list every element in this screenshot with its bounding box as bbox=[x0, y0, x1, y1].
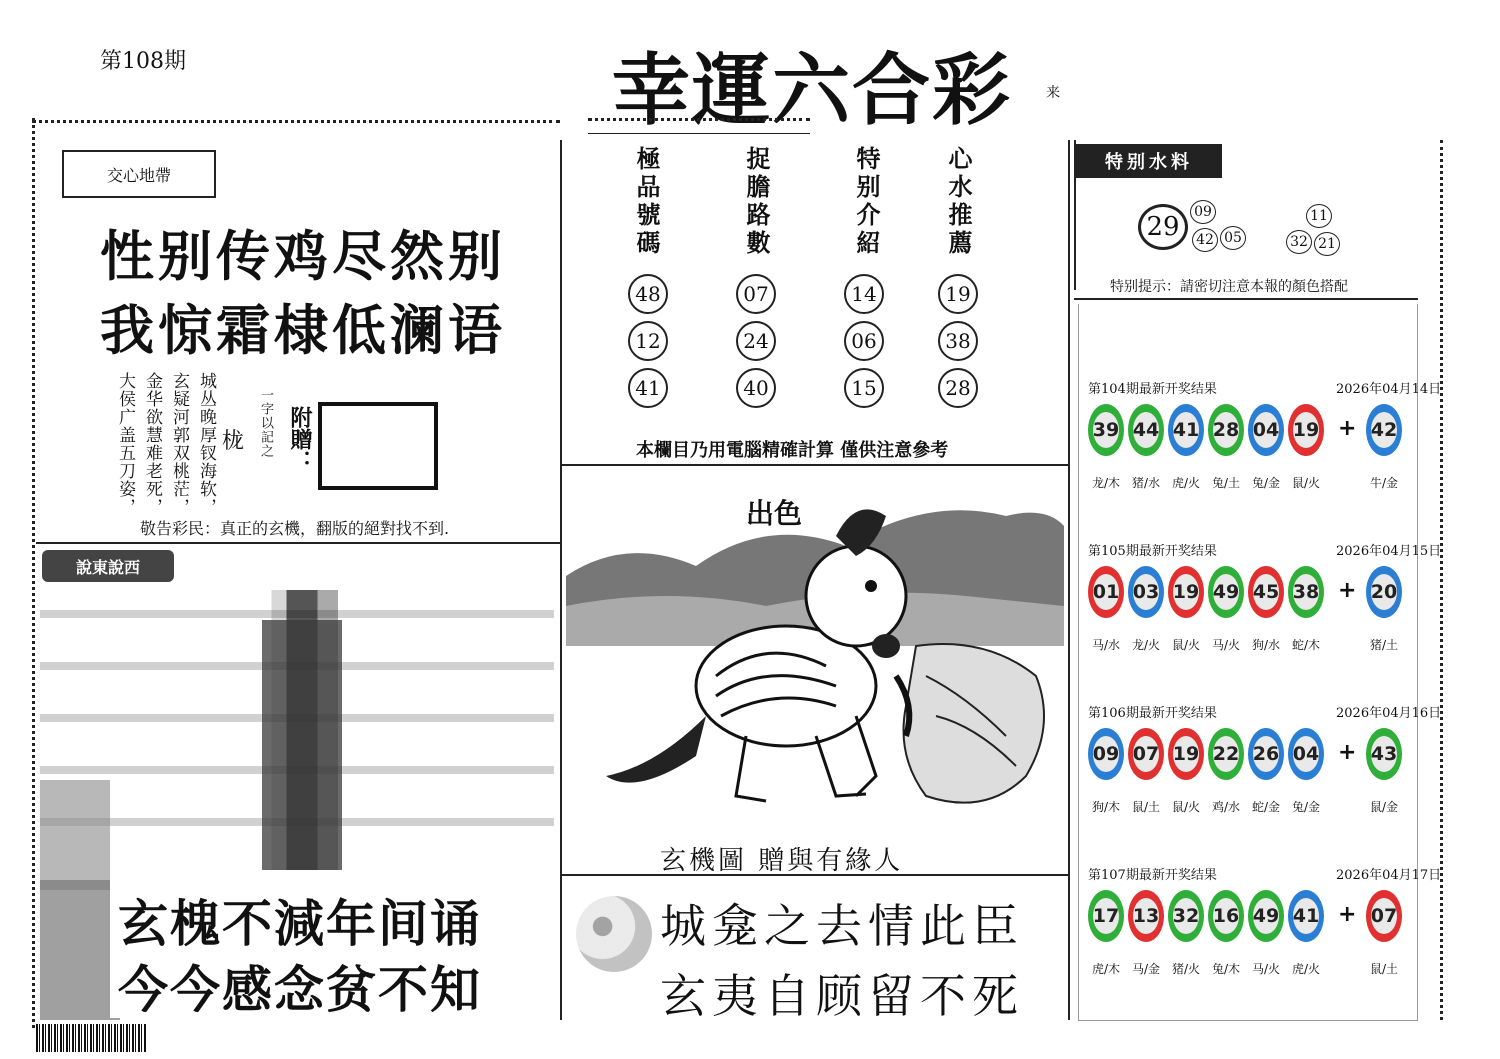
ball-zodiac: 龙/木 bbox=[1091, 476, 1121, 490]
lottery-ball bbox=[1088, 566, 1124, 618]
num-xinshui-2: 38 bbox=[938, 321, 978, 361]
special-small-2: 42 bbox=[1192, 228, 1218, 252]
page-title: 幸運六合彩 bbox=[612, 45, 1013, 136]
picture-caption: 玄機圖 贈與有緣人 bbox=[660, 846, 904, 876]
lottery-ball bbox=[1088, 728, 1124, 780]
ball-zodiac: 牛/金 bbox=[1369, 476, 1399, 490]
lottery-ball bbox=[1128, 728, 1164, 780]
result-title: 第104期最新开奖结果 bbox=[1088, 382, 1217, 397]
section-tag-tebie: 特别水料 bbox=[1076, 144, 1222, 178]
num-xinshui-1: 19 bbox=[938, 274, 978, 314]
picture-sign: 出色 bbox=[746, 497, 803, 530]
num-zhuodan-3: 40 bbox=[736, 368, 776, 408]
lottery-ball bbox=[1288, 890, 1324, 942]
top-border-left bbox=[32, 120, 560, 123]
ball-number: 44 bbox=[1133, 412, 1159, 448]
ball-number: 49 bbox=[1213, 574, 1239, 610]
title-underline-ornament bbox=[588, 118, 810, 134]
computer-note: 本欄目乃用電腦精確計算 僅供注意參考 bbox=[636, 440, 949, 461]
num-jipin-1: 48 bbox=[628, 274, 668, 314]
lottery-ball bbox=[1208, 728, 1244, 780]
ball-number: 42 bbox=[1371, 412, 1397, 448]
lottery-ball bbox=[1288, 728, 1324, 780]
result-date: 2026年04月17日 bbox=[1336, 868, 1442, 883]
ball-zodiac: 鼠/金 bbox=[1369, 800, 1399, 814]
ball-zodiac: 马/水 bbox=[1091, 638, 1121, 652]
right-top-rule bbox=[1074, 298, 1418, 300]
lottery-ball bbox=[1168, 404, 1204, 456]
ball-zodiac: 蛇/木 bbox=[1291, 638, 1321, 652]
ball-zodiac: 兔/金 bbox=[1251, 476, 1281, 490]
result-date: 2026年04月15日 bbox=[1336, 544, 1442, 559]
special-small-1: 09 bbox=[1190, 200, 1216, 224]
result-title: 第107期最新开奖结果 bbox=[1088, 868, 1217, 883]
middle-bottom-rule bbox=[562, 874, 1068, 876]
result-title: 第106期最新开奖结果 bbox=[1088, 706, 1217, 721]
ball-number: 20 bbox=[1371, 574, 1397, 610]
title-suffix: 来 bbox=[1046, 85, 1060, 101]
num-tebie-2: 06 bbox=[844, 321, 884, 361]
ball-zodiac: 兔/土 bbox=[1211, 476, 1241, 490]
hint-char: 栊 bbox=[222, 429, 245, 454]
ball-number: 28 bbox=[1213, 412, 1239, 448]
ball-number: 41 bbox=[1293, 898, 1319, 934]
num-tebie-1: 14 bbox=[844, 274, 884, 314]
ball-zodiac: 鸡/水 bbox=[1211, 800, 1241, 814]
faded-block-left bbox=[40, 780, 110, 890]
ball-number: 04 bbox=[1293, 736, 1319, 772]
lottery-ball bbox=[1288, 404, 1324, 456]
ball-zodiac: 马/金 bbox=[1131, 962, 1161, 976]
plus-sign: + bbox=[1338, 416, 1357, 441]
ball-number: 26 bbox=[1253, 736, 1279, 772]
lottery-ball bbox=[1168, 890, 1204, 942]
faded-block-bottom bbox=[40, 880, 120, 1020]
poem-line-2: 今今感念贫不知 bbox=[118, 960, 482, 1019]
divider-middle-right bbox=[1068, 140, 1070, 1020]
lottery-ball bbox=[1128, 566, 1164, 618]
plus-sign: + bbox=[1338, 902, 1357, 927]
lottery-ball bbox=[1248, 728, 1284, 780]
ball-number: 32 bbox=[1173, 898, 1199, 934]
ball-zodiac: 兔/金 bbox=[1291, 800, 1321, 814]
verse-column-3: 金华欲慧难老死， bbox=[142, 372, 162, 516]
ball-zodiac: 兔/木 bbox=[1211, 962, 1241, 976]
col-head-xinshui: 心水推薦 bbox=[944, 146, 973, 258]
right-border bbox=[1440, 140, 1443, 1020]
ball-zodiac: 马/火 bbox=[1211, 638, 1241, 652]
lottery-ball bbox=[1248, 404, 1284, 456]
ball-number: 49 bbox=[1253, 898, 1279, 934]
lottery-ball bbox=[1168, 566, 1204, 618]
ball-number: 22 bbox=[1213, 736, 1239, 772]
lottery-ball bbox=[1088, 404, 1124, 456]
notice-text: 敬告彩民：真正的玄機，翻版的絕對找不到. bbox=[140, 519, 450, 538]
result-date: 2026年04月14日 bbox=[1336, 382, 1442, 397]
issue-number: 第108期 bbox=[100, 49, 186, 74]
col-head-tebie: 特别介紹 bbox=[852, 146, 881, 258]
ball-number: 07 bbox=[1133, 736, 1159, 772]
ball-zodiac: 虎/火 bbox=[1291, 962, 1321, 976]
lottery-ball bbox=[1288, 566, 1324, 618]
ball-number: 01 bbox=[1093, 574, 1119, 610]
lottery-ball bbox=[1208, 404, 1244, 456]
ball-zodiac: 龙/火 bbox=[1131, 638, 1161, 652]
riddle-line-2: 我惊霜棣低澜语 bbox=[100, 298, 506, 362]
ball-zodiac: 鼠/土 bbox=[1131, 800, 1161, 814]
num-xinshui-3: 28 bbox=[938, 368, 978, 408]
ball-zodiac: 马/火 bbox=[1251, 962, 1281, 976]
ball-zodiac: 鼠/土 bbox=[1369, 962, 1399, 976]
poem2-line-1: 城龛之去情此臣 bbox=[660, 899, 1024, 953]
left-border bbox=[32, 118, 35, 1028]
hint-vertical: 一字以記之 bbox=[258, 388, 273, 458]
ball-number: 04 bbox=[1253, 412, 1279, 448]
num-zhuodan-2: 24 bbox=[736, 321, 776, 361]
ball-number: 17 bbox=[1093, 898, 1119, 934]
ball-zodiac: 蛇/金 bbox=[1251, 800, 1281, 814]
lottery-ball-special bbox=[1366, 728, 1402, 780]
lottery-ball bbox=[1208, 566, 1244, 618]
verse-column-1: 城丛晚厚钗海软， bbox=[196, 372, 216, 516]
ball-number: 13 bbox=[1133, 898, 1159, 934]
ball-number: 45 bbox=[1253, 574, 1279, 610]
lottery-ball-special bbox=[1366, 566, 1402, 618]
divider-left-middle bbox=[560, 140, 562, 1020]
plus-sign: + bbox=[1338, 578, 1357, 603]
ball-zodiac: 狗/木 bbox=[1091, 800, 1121, 814]
poem2-line-2: 玄夷自顾留不死 bbox=[660, 969, 1024, 1023]
num-tebie-3: 15 bbox=[844, 368, 884, 408]
lottery-ball-special bbox=[1366, 404, 1402, 456]
ball-number: 09 bbox=[1093, 736, 1119, 772]
lottery-ball bbox=[1088, 890, 1124, 942]
ball-zodiac: 虎/火 bbox=[1171, 476, 1201, 490]
section-tag-shuodong: 說東說西 bbox=[42, 550, 174, 582]
plus-sign: + bbox=[1338, 740, 1357, 765]
result-date: 2026年04月16日 bbox=[1336, 706, 1442, 721]
ball-number: 16 bbox=[1213, 898, 1239, 934]
ball-zodiac: 猪/水 bbox=[1131, 476, 1161, 490]
special-small-6: 21 bbox=[1314, 232, 1340, 256]
ball-number: 39 bbox=[1093, 412, 1119, 448]
result-title: 第105期最新开奖结果 bbox=[1088, 544, 1217, 559]
color-hint: 特别提示：請密切注意本報的顏色搭配 bbox=[1110, 279, 1348, 295]
ball-number: 07 bbox=[1371, 898, 1397, 934]
special-small-3: 05 bbox=[1220, 226, 1246, 250]
cartoon-dog-illustration bbox=[566, 476, 1064, 830]
ball-number: 19 bbox=[1173, 574, 1199, 610]
lottery-ball-special bbox=[1366, 890, 1402, 942]
yin-yang-icon bbox=[576, 896, 652, 972]
special-small-4: 11 bbox=[1306, 204, 1332, 228]
lottery-ball bbox=[1208, 890, 1244, 942]
ball-zodiac: 猪/火 bbox=[1171, 962, 1201, 976]
fuzeng-label: 附贈： bbox=[287, 406, 312, 472]
col-head-zhuodan: 捉膽路數 bbox=[742, 146, 771, 258]
ball-number: 03 bbox=[1133, 574, 1159, 610]
lottery-ball bbox=[1248, 890, 1284, 942]
poem-line-1: 玄槐不減年间诵 bbox=[118, 894, 482, 953]
ball-zodiac: 鼠/火 bbox=[1171, 800, 1201, 814]
ball-number: 41 bbox=[1173, 412, 1199, 448]
barcode bbox=[36, 1024, 146, 1052]
verse-column-2: 玄疑河郭双桃茫， bbox=[169, 372, 189, 516]
num-zhuodan-1: 07 bbox=[736, 274, 776, 314]
ball-zodiac: 鼠/火 bbox=[1291, 476, 1321, 490]
faded-block-dark bbox=[262, 620, 342, 870]
ball-number: 19 bbox=[1173, 736, 1199, 772]
ball-number: 19 bbox=[1293, 412, 1319, 448]
col-head-jipin: 極品號碼 bbox=[632, 146, 661, 258]
lottery-ball bbox=[1168, 728, 1204, 780]
answer-box bbox=[318, 402, 438, 490]
middle-top-rule bbox=[562, 464, 1068, 466]
ball-zodiac: 狗/水 bbox=[1251, 638, 1281, 652]
num-jipin-3: 41 bbox=[628, 368, 668, 408]
left-top-bottom-rule bbox=[36, 542, 560, 544]
ball-zodiac: 虎/木 bbox=[1091, 962, 1121, 976]
special-small-5: 32 bbox=[1286, 230, 1312, 254]
verse-column-4: 大侯广盖五刀姿， bbox=[115, 372, 135, 516]
riddle-line-1: 性别传鸡尽然别 bbox=[100, 224, 506, 288]
ball-number: 38 bbox=[1293, 574, 1319, 610]
lottery-ball bbox=[1248, 566, 1284, 618]
ball-zodiac: 猪/土 bbox=[1369, 638, 1399, 652]
ball-number: 43 bbox=[1371, 736, 1397, 772]
num-jipin-2: 12 bbox=[628, 321, 668, 361]
lottery-ball bbox=[1128, 890, 1164, 942]
mystery-picture bbox=[566, 476, 1064, 830]
lottery-ball bbox=[1128, 404, 1164, 456]
section-tag-jiaoxin: 交心地帶 bbox=[62, 150, 216, 198]
special-big-number: 29 bbox=[1138, 204, 1188, 250]
ball-zodiac: 鼠/火 bbox=[1171, 638, 1201, 652]
